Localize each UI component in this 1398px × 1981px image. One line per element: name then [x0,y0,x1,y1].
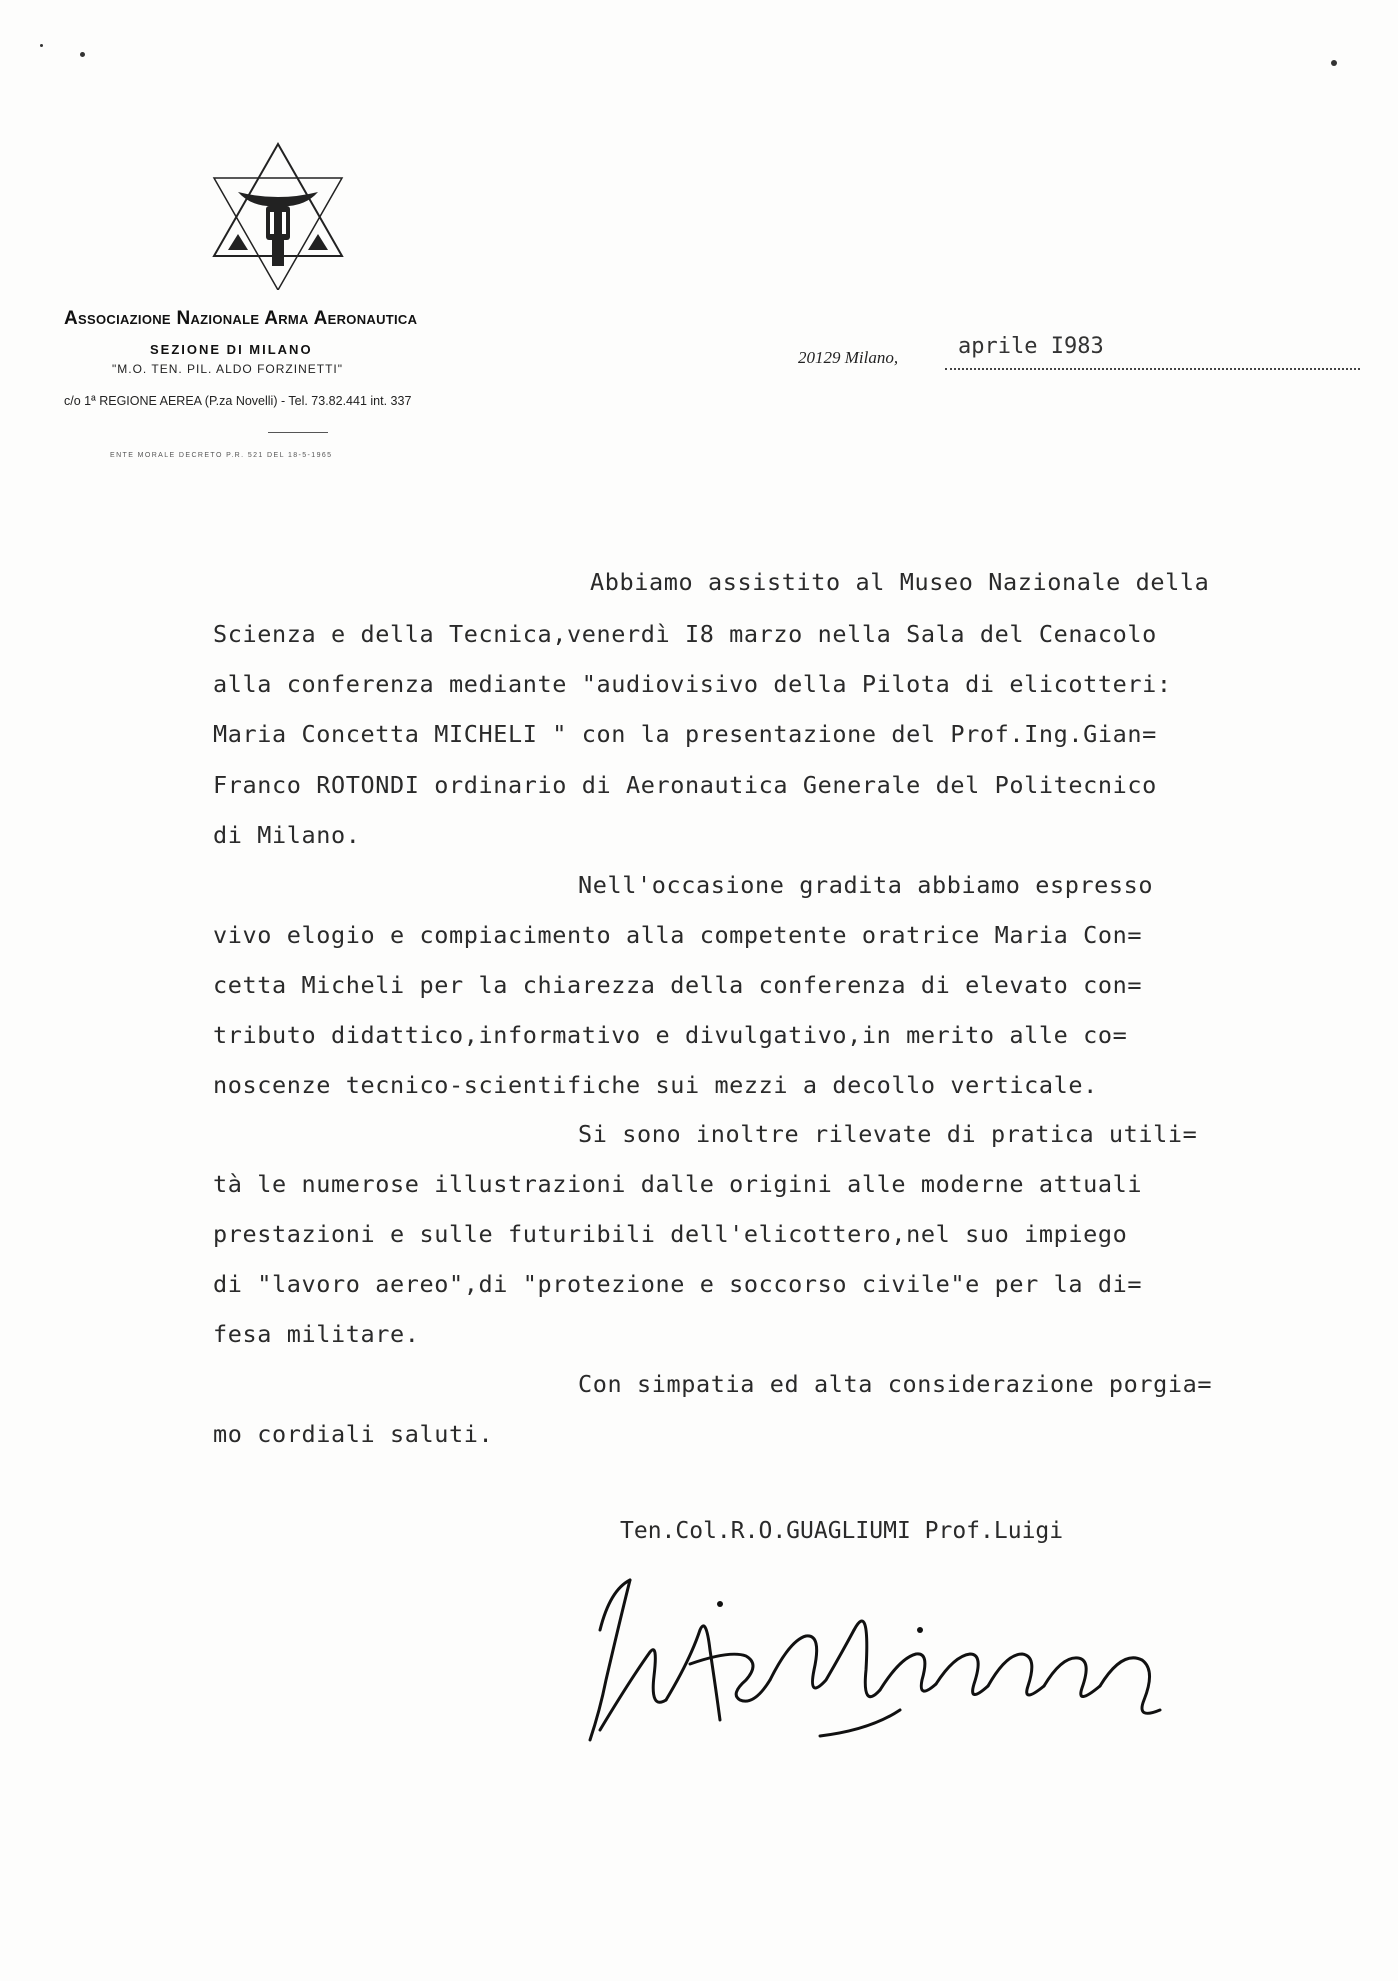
paragraph-line: alla conferenza mediante "audiovisivo della Pilota di elicotteri: [213,670,1172,698]
paragraph-line: Maria Concetta MICHELI " con la presentazione del Prof.Ing.Gian= [213,720,1157,748]
paragraph-line: noscenze tecnico-scientifiche sui mezzi a decollo verticale. [213,1071,1098,1099]
paragraph-line: tà le numerose illustrazioni dalle origini alle moderne attuali [213,1170,1143,1198]
paragraph-line: Si sono inoltre rilevate di pratica utili= [578,1120,1198,1148]
paragraph-line: prestazioni e sulle futuribili dell'elicottero,nel suo impiego [213,1220,1128,1248]
paragraph-line: cetta Micheli per la chiarezza della conferenza di elevato con= [213,971,1143,999]
letter-date: aprile I983 [958,334,1104,359]
paragraph-line: Con simpatia ed alta considerazione porgia= [578,1370,1213,1398]
organization-name: Associazione Nazionale Arma Aeronautica [64,308,418,329]
section-dedication: "M.O. TEN. PIL. ALDO FORZINETTI" [112,362,343,376]
paragraph-line: Franco ROTONDI ordinario di Aeronautica Generale del Politecnico [213,771,1157,799]
paragraph-line: Abbiamo assistito al Museo Nazionale della [590,568,1210,596]
section-name: SEZIONE DI MILANO [150,342,313,357]
paragraph-line: mo cordiali saluti. [213,1420,494,1448]
date-place: 20129 Milano, [798,348,899,367]
paragraph-line: Nell'occasione gradita abbiamo espresso [578,871,1154,899]
handwritten-signature [570,1560,1230,1750]
paragraph-line: Scienza e della Tecnica,venerdì I8 marzo nella Sala del Cenacolo [213,620,1157,648]
paragraph-line: fesa militare. [213,1320,420,1348]
paragraph-line: vivo elogio e compiacimento alla competente oratrice Maria Con= [213,921,1143,949]
letterhead-address: c/o 1ª REGIONE AEREA (P.za Novelli) - Tel. 73.82.441 int. 337 [64,394,412,408]
paragraph-line: di "lavoro aereo",di "protezione e soccorso civile"e per la di= [213,1270,1143,1298]
paragraph-line: di Milano. [213,821,361,849]
paragraph-line: tributo didattico,informativo e divulgativo,in merito alle co= [213,1021,1128,1049]
legal-note: ENTE MORALE DECRETO P.R. 521 DEL 18-5-1965 [110,452,333,459]
signatory-name: Ten.Col.R.O.GUAGLIUMI Prof.Luigi [620,1518,1064,1544]
